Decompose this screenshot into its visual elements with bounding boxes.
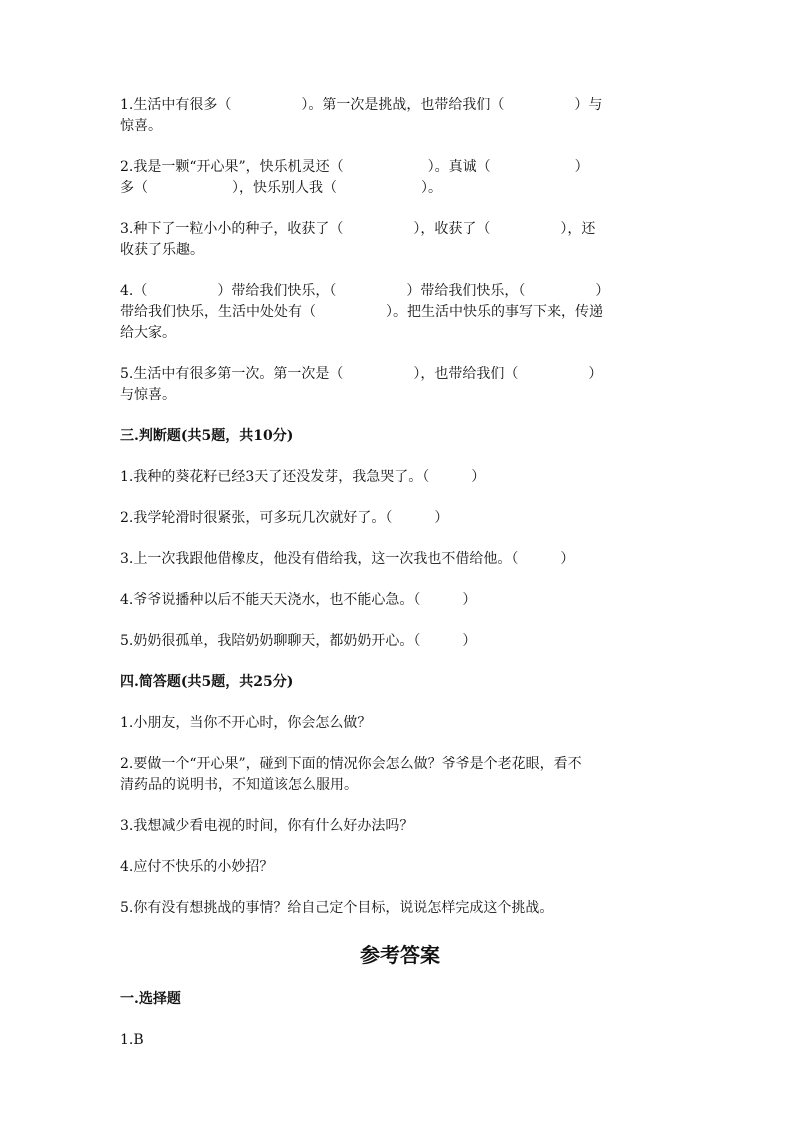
fill-item-2 bbox=[120, 157, 680, 199]
short-answer-item-1: 1.小朋友，当你不开心时，你会怎么做？ bbox=[120, 715, 372, 731]
judgement-item-3: 3.上一次我跟他借橡皮，他没有借给我，这一次我也不借给他。（ ） bbox=[120, 551, 575, 567]
short-answer-item-4: 4.应付不快乐的小妙招？ bbox=[120, 859, 274, 875]
text-line: 与惊喜。 bbox=[120, 387, 176, 403]
text-line: 2.要做一个“开心果”，碰到下面的情况你会怎么做？爷爷是个老花眼，看不 bbox=[120, 756, 582, 772]
judgement-item-4: 4.爷爷说播种以后不能天天浇水，也不能心急。（ ） bbox=[120, 592, 477, 608]
section-title-short-answer: 四.简答题(共5题，共25分) bbox=[120, 674, 294, 690]
short-answer-item-5: 5.你有没有想挑战的事情？给自己定个目标，说说怎样完成这个挑战。 bbox=[120, 900, 554, 916]
text-line: 收获了乐趣。 bbox=[120, 242, 204, 258]
text-line: 4.（ ）带给我们快乐，（ ）带给我们快乐，（ ） bbox=[120, 283, 610, 299]
judgement-item-5: 5.奶奶很孤单，我陪奶奶聊聊天，都奶奶开心。（ ） bbox=[120, 633, 477, 649]
text-line: 5.生活中有很多第一次。第一次是（ ），也带给我们（ ） bbox=[120, 366, 603, 382]
short-answer-item-2 bbox=[120, 754, 680, 796]
text-line: 2.我是一颗“开心果”，快乐机灵还（ ）。真诚（ ） bbox=[120, 159, 589, 175]
fill-item-4 bbox=[120, 281, 680, 344]
text-line: 带给我们快乐，生活中处处有（ ）。把生活中快乐的事写下来，传递 bbox=[120, 304, 603, 320]
fill-item-1 bbox=[120, 95, 680, 137]
fill-item-3 bbox=[120, 219, 680, 261]
worksheet-page bbox=[120, 95, 680, 1051]
answer-section-title: 一.选择题 bbox=[120, 991, 181, 1007]
text-line: 清药品的说明书，不知道该怎么服用。 bbox=[120, 777, 358, 793]
text-line: 3.种下了一粒小小的种子，收获了（ ），收获了（ ），还 bbox=[120, 221, 596, 237]
text-line: 1.生活中有很多（ ）。第一次是挑战，也带给我们（ ）与 bbox=[120, 97, 603, 113]
text-line: 给大家。 bbox=[120, 325, 176, 341]
judgement-item-2: 2.我学轮滑时很紧张，可多玩几次就好了。（ ） bbox=[120, 510, 449, 526]
fill-item-5 bbox=[120, 364, 680, 406]
answer-item-1: 1.B bbox=[120, 1032, 144, 1048]
answer-key-title: 参考答案 bbox=[360, 943, 440, 967]
short-answer-item-3: 3.我想减少看电视的时间，你有什么好办法吗？ bbox=[120, 818, 414, 834]
judgement-item-1: 1.我种的葵花籽已经3天了还没发芽，我急哭了。（ ） bbox=[120, 469, 486, 485]
text-line: 惊喜。 bbox=[120, 118, 162, 134]
section-title-judgement: 三.判断题(共5题，共10分) bbox=[120, 428, 294, 444]
text-line: 多（ ），快乐别人我（ ）。 bbox=[120, 180, 442, 196]
